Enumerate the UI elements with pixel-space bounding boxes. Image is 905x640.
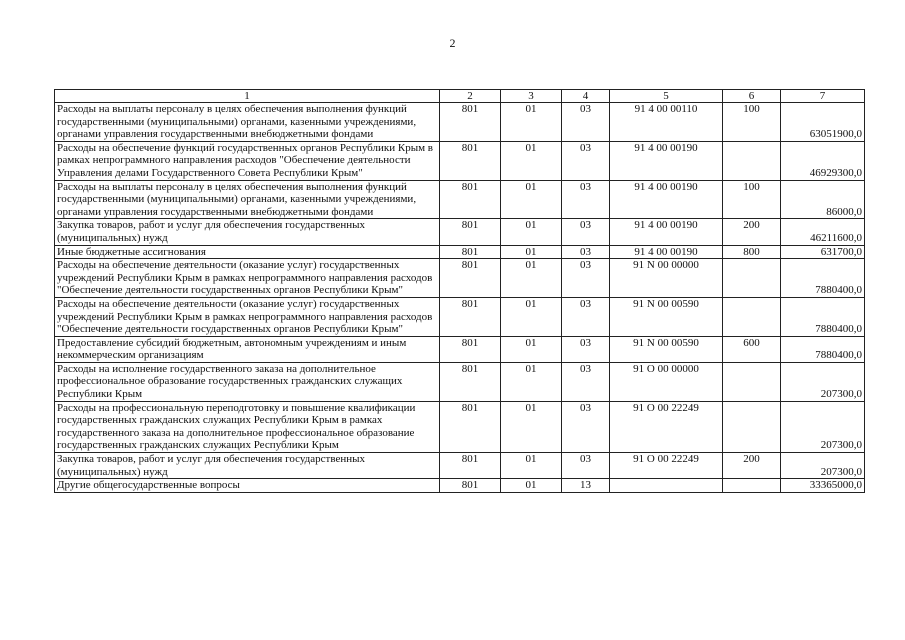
section-code-cell: 01: [501, 479, 562, 493]
section-code-cell: 01: [501, 219, 562, 245]
ministry-code-cell: 801: [440, 336, 501, 362]
ministry-code-cell: 801: [440, 479, 501, 493]
target-article-cell: 91 O 00 22249: [610, 401, 723, 452]
amount-cell: 7880400,0: [781, 297, 865, 336]
table-row: [55, 297, 865, 336]
table-row: [55, 103, 865, 142]
expense-type-cell: 800: [723, 245, 781, 259]
amount-cell: 46929300,0: [781, 141, 865, 180]
item-name-cell: Расходы на выплаты персоналу в целях обеспечения выполнения функций государственными (муниципальными) органами, казенными учреждениями, органами управления государственными внебюджетными фондами: [55, 103, 440, 142]
header-cell-2: 2: [440, 90, 501, 103]
amount-cell: 631700,0: [781, 245, 865, 259]
table-row: [55, 401, 865, 452]
item-name-cell: Предоставление субсидий бюджетным, автономным учреждениям и иным некоммерческим организациям: [55, 336, 440, 362]
budget-table: [54, 89, 865, 493]
subsection-code-cell: 03: [562, 297, 610, 336]
subsection-code-cell: 13: [562, 479, 610, 493]
expense-type-cell: 100: [723, 180, 781, 219]
expense-type-cell: [723, 141, 781, 180]
amount-cell: 63051900,0: [781, 103, 865, 142]
header-row: [55, 90, 865, 103]
subsection-code-cell: 03: [562, 362, 610, 401]
section-code-cell: 01: [501, 141, 562, 180]
section-code-cell: 01: [501, 245, 562, 259]
subsection-code-cell: 03: [562, 336, 610, 362]
table-row: [55, 141, 865, 180]
target-article-cell: 91 4 00 00190: [610, 180, 723, 219]
expense-type-cell: 200: [723, 219, 781, 245]
header-cell-7: 7: [781, 90, 865, 103]
table-row: [55, 245, 865, 259]
ministry-code-cell: 801: [440, 141, 501, 180]
expense-type-cell: [723, 362, 781, 401]
table-row: [55, 336, 865, 362]
ministry-code-cell: 801: [440, 297, 501, 336]
amount-cell: 7880400,0: [781, 336, 865, 362]
subsection-code-cell: 03: [562, 401, 610, 452]
expense-type-cell: [723, 297, 781, 336]
table-row: [55, 259, 865, 298]
item-name-cell: Расходы на профессиональную переподготовку и повышение квалификации государственных гражданских служащих Республики Крым в рамках государственного заказа на дополнительное профессиональное образование государственных гражданских служащих Республики Крым: [55, 401, 440, 452]
table-row: [55, 479, 865, 493]
ministry-code-cell: 801: [440, 259, 501, 298]
target-article-cell: 91 4 00 00190: [610, 245, 723, 259]
subsection-code-cell: 03: [562, 103, 610, 142]
target-article-cell: 91 O 00 00000: [610, 362, 723, 401]
subsection-code-cell: 03: [562, 219, 610, 245]
section-code-cell: 01: [501, 336, 562, 362]
expense-type-cell: [723, 479, 781, 493]
expense-type-cell: [723, 259, 781, 298]
ministry-code-cell: 801: [440, 362, 501, 401]
amount-cell: 207300,0: [781, 401, 865, 452]
section-code-cell: 01: [501, 180, 562, 219]
expense-type-cell: 100: [723, 103, 781, 142]
item-name-cell: Другие общегосударственные вопросы: [55, 479, 440, 493]
page-number: 2: [449, 36, 456, 50]
table-row: [55, 180, 865, 219]
header-cell-6: 6: [723, 90, 781, 103]
amount-cell: 7880400,0: [781, 259, 865, 298]
subsection-code-cell: 03: [562, 180, 610, 219]
item-name-cell: Закупка товаров, работ и услуг для обеспечения государственных (муниципальных) нужд: [55, 219, 440, 245]
ministry-code-cell: 801: [440, 219, 501, 245]
header-cell-4: 4: [562, 90, 610, 103]
subsection-code-cell: 03: [562, 245, 610, 259]
section-code-cell: 01: [501, 103, 562, 142]
section-code-cell: 01: [501, 297, 562, 336]
section-code-cell: 01: [501, 453, 562, 479]
header-cell-5: 5: [610, 90, 723, 103]
expense-type-cell: 600: [723, 336, 781, 362]
table-body: [55, 90, 865, 493]
ministry-code-cell: 801: [440, 180, 501, 219]
header-cell-1: 1: [55, 90, 440, 103]
ministry-code-cell: 801: [440, 245, 501, 259]
section-code-cell: 01: [501, 401, 562, 452]
item-name-cell: Расходы на выплаты персоналу в целях обеспечения выполнения функций государственными (муниципальными) органами, казенными учреждениями, органами управления государственными внебюджетными фондами: [55, 180, 440, 219]
target-article-cell: 91 N 00 00000: [610, 259, 723, 298]
target-article-cell: [610, 479, 723, 493]
table-row: [55, 453, 865, 479]
target-article-cell: 91 4 00 00190: [610, 219, 723, 245]
table-row: [55, 362, 865, 401]
target-article-cell: 91 N 00 00590: [610, 297, 723, 336]
ministry-code-cell: 801: [440, 453, 501, 479]
header-cell-3: 3: [501, 90, 562, 103]
amount-cell: 33365000,0: [781, 479, 865, 493]
target-article-cell: 91 N 00 00590: [610, 336, 723, 362]
target-article-cell: 91 O 00 22249: [610, 453, 723, 479]
amount-cell: 207300,0: [781, 453, 865, 479]
item-name-cell: Иные бюджетные ассигнования: [55, 245, 440, 259]
amount-cell: 86000,0: [781, 180, 865, 219]
amount-cell: 207300,0: [781, 362, 865, 401]
item-name-cell: Расходы на обеспечение функций государственных органов Республики Крым в рамках непрограммного направления расходов "Обеспечение деятельности Управления делами Государственного Совета Республики Крым": [55, 141, 440, 180]
ministry-code-cell: 801: [440, 103, 501, 142]
subsection-code-cell: 03: [562, 259, 610, 298]
section-code-cell: 01: [501, 362, 562, 401]
subsection-code-cell: 03: [562, 453, 610, 479]
item-name-cell: Расходы на обеспечение деятельности (оказание услуг) государственных учреждений Республики Крым в рамках непрограммного направления расходов "Обеспечение деятельности государственных органов Республики Крым": [55, 259, 440, 298]
subsection-code-cell: 03: [562, 141, 610, 180]
item-name-cell: Расходы на обеспечение деятельности (оказание услуг) государственных учреждений Республики Крым в рамках непрограммного направления расходов "Обеспечение деятельности государственных органов Республики Крым": [55, 297, 440, 336]
table-row: [55, 219, 865, 245]
amount-cell: 46211600,0: [781, 219, 865, 245]
item-name-cell: Закупка товаров, работ и услуг для обеспечения государственных (муниципальных) нужд: [55, 453, 440, 479]
ministry-code-cell: 801: [440, 401, 501, 452]
section-code-cell: 01: [501, 259, 562, 298]
item-name-cell: Расходы на исполнение государственного заказа на дополнительное профессиональное образование государственных гражданских служащих Республики Крым: [55, 362, 440, 401]
target-article-cell: 91 4 00 00190: [610, 141, 723, 180]
target-article-cell: 91 4 00 00110: [610, 103, 723, 142]
expense-type-cell: 200: [723, 453, 781, 479]
expense-type-cell: [723, 401, 781, 452]
